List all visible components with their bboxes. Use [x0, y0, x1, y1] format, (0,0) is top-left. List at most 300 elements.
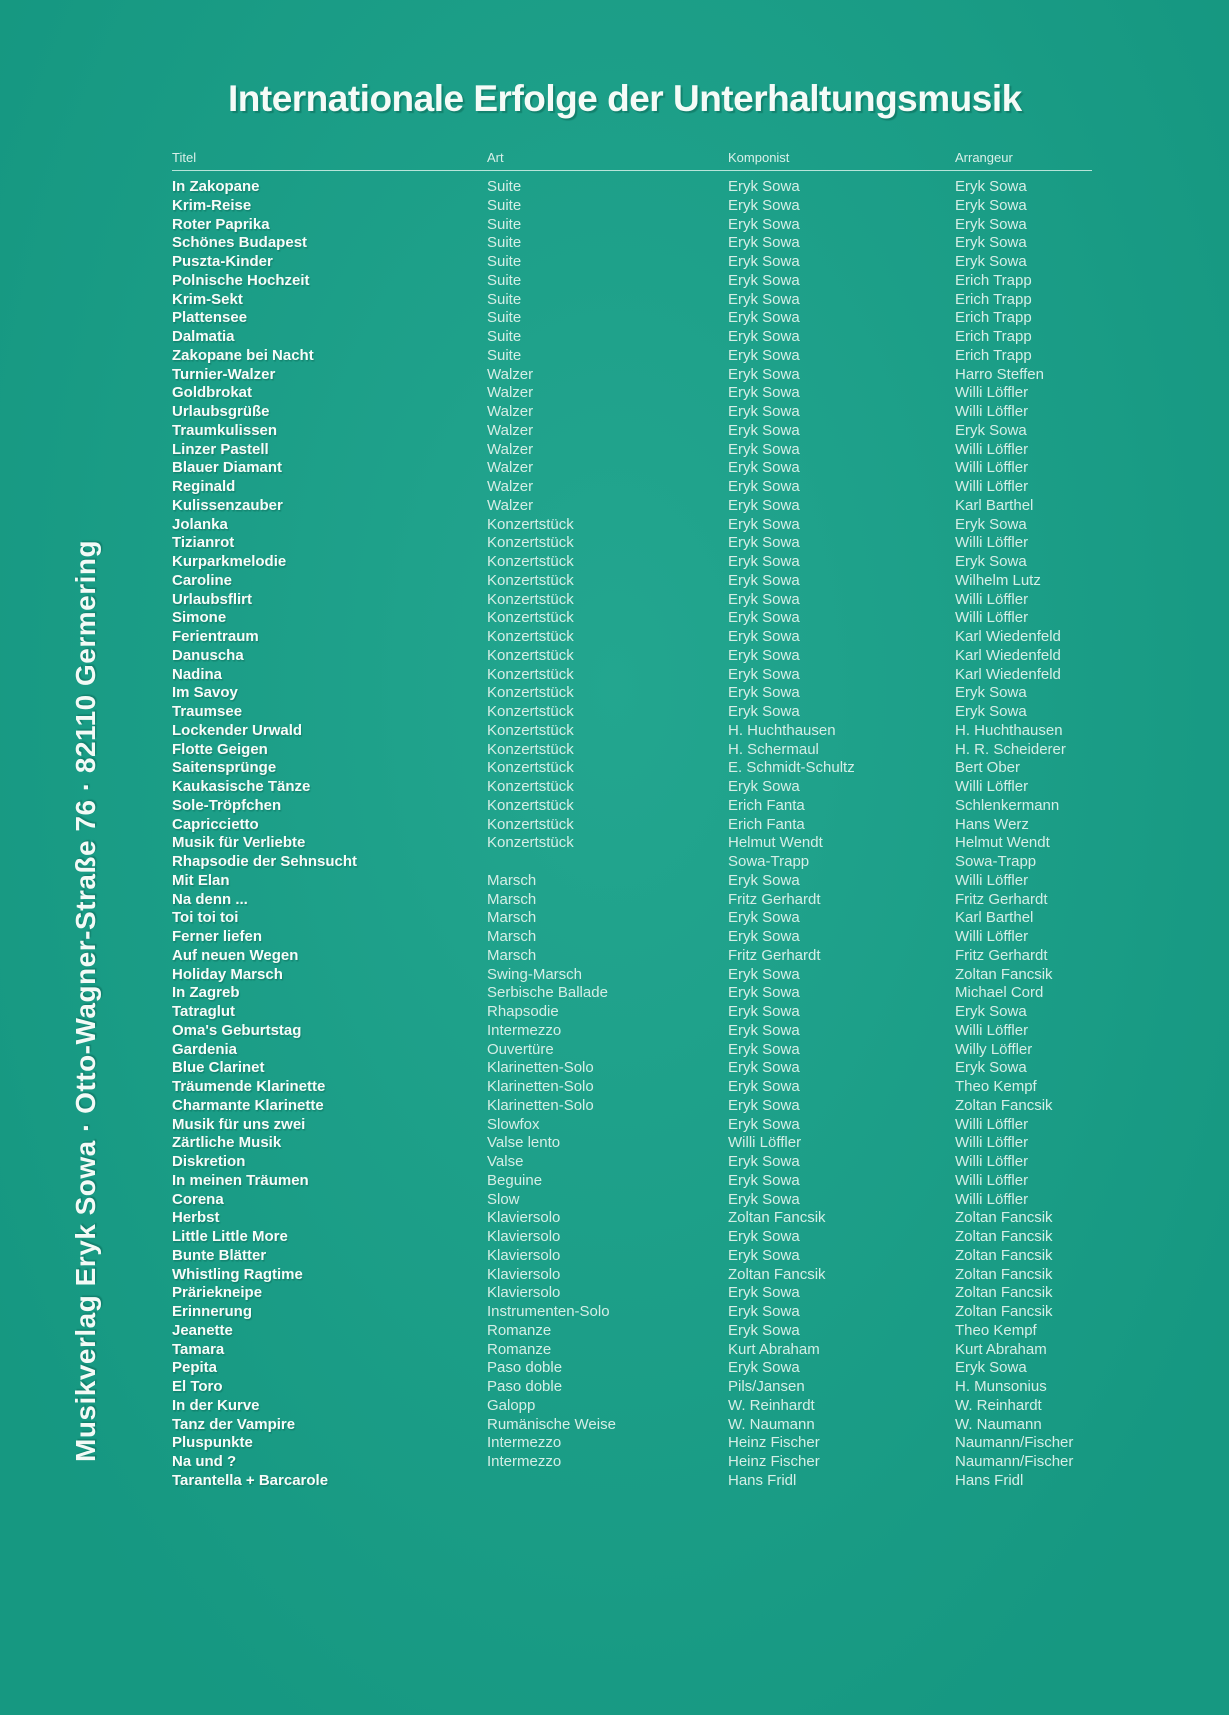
- arrangeur-cell: W. Reinhardt: [955, 1396, 1042, 1414]
- titel-cell: Na und ?: [172, 1453, 237, 1470]
- komponist-cell: Willi Löffler: [728, 1134, 802, 1152]
- arrangeur-cell: Willi Löffler: [955, 403, 1029, 420]
- column-header-art: Art: [487, 150, 504, 165]
- titel-cell: In der Kurve: [172, 1396, 260, 1414]
- table-row: [172, 1116, 1142, 1135]
- titel-cell: Goldbrokat: [172, 384, 253, 402]
- arrangeur-cell: Karl Wiedenfeld: [955, 646, 1061, 664]
- titel-cell: Plattensee: [172, 309, 248, 327]
- table-row: [172, 1322, 1142, 1341]
- table-body: [172, 178, 1142, 1491]
- komponist-cell: H. Schermaul: [728, 740, 819, 758]
- arrangeur-cell: Erich Trapp: [955, 346, 1032, 364]
- komponist-cell: Eryk Sowa: [728, 1303, 800, 1320]
- titel-cell: Linzer Pastell: [172, 440, 269, 458]
- arrangeur-cell: Zoltan Fancsik: [955, 965, 1053, 983]
- table-row: [172, 459, 1142, 478]
- titel-cell: Diskretion: [172, 1153, 246, 1170]
- arrangeur-cell: Eryk Sowa: [955, 196, 1027, 214]
- komponist-cell: Eryk Sowa: [728, 646, 800, 664]
- table-row: [172, 1078, 1142, 1097]
- art-cell: Klaviersolo: [487, 1228, 561, 1245]
- art-cell: Suite: [487, 328, 522, 345]
- titel-cell: Ferientraum: [172, 628, 259, 645]
- titel-cell: Dalmatia: [172, 328, 235, 345]
- table-row: [172, 403, 1142, 422]
- arrangeur-cell: Karl Barthel: [955, 909, 1034, 927]
- art-cell: Walzer: [487, 403, 534, 420]
- art-cell: Marsch: [487, 871, 537, 889]
- komponist-cell: Eryk Sowa: [728, 328, 800, 345]
- komponist-cell: Eryk Sowa: [728, 928, 800, 945]
- arrangeur-cell: Willi Löffler: [955, 1021, 1029, 1039]
- komponist-cell: Eryk Sowa: [728, 684, 800, 702]
- art-cell: Konzertstück: [487, 534, 574, 552]
- komponist-cell: Eryk Sowa: [728, 253, 800, 270]
- works-table: [172, 148, 1142, 1491]
- table-row: [172, 722, 1142, 741]
- titel-cell: Tizianrot: [172, 534, 235, 552]
- art-cell: Walzer: [487, 384, 534, 402]
- table-row: [172, 422, 1142, 441]
- komponist-cell: Sowa-Trapp: [728, 853, 810, 870]
- table-row: [172, 441, 1142, 460]
- art-cell: Konzertstück: [487, 703, 574, 720]
- table-row: [172, 1097, 1142, 1116]
- table-row: [172, 328, 1142, 347]
- publisher-address-vertical: Musikverlag Eryk Sowa · Otto-Wagner-Straße 76 · 82110 Germering: [70, 539, 101, 1462]
- titel-cell: In meinen Träumen: [172, 1171, 309, 1189]
- komponist-cell: Eryk Sowa: [728, 421, 800, 439]
- komponist-cell: Zoltan Fancsik: [728, 1265, 826, 1283]
- titel-cell: Blauer Diamant: [172, 459, 283, 477]
- art-cell: Konzertstück: [487, 796, 574, 814]
- art-cell: Konzertstück: [487, 646, 574, 664]
- titel-cell: Blue Clarinet: [172, 1059, 265, 1077]
- table-row: [172, 1472, 1142, 1491]
- titel-cell: Traumsee: [172, 703, 243, 720]
- titel-cell: Nadina: [172, 665, 223, 683]
- titel-cell: Tamara: [172, 1340, 225, 1358]
- table-row: [172, 272, 1142, 291]
- arrangeur-cell: Eryk Sowa: [955, 684, 1027, 702]
- komponist-cell: Heinz Fischer: [728, 1434, 820, 1452]
- komponist-cell: Eryk Sowa: [728, 871, 800, 889]
- art-cell: Swing-Marsch: [487, 965, 583, 983]
- titel-cell: Jeanette: [172, 1321, 233, 1339]
- komponist-cell: Eryk Sowa: [728, 178, 800, 195]
- arrangeur-cell: Willi Löffler: [955, 384, 1029, 402]
- art-cell: Slow: [487, 1190, 520, 1208]
- titel-cell: Tanz der Vampire: [172, 1415, 296, 1433]
- titel-cell: Caroline: [172, 571, 233, 589]
- arrangeur-cell: Harro Steffen: [955, 365, 1044, 383]
- komponist-cell: Eryk Sowa: [728, 1040, 800, 1058]
- table-row: [172, 609, 1142, 628]
- table-row: [172, 253, 1142, 272]
- art-cell: Intermezzo: [487, 1434, 562, 1452]
- titel-cell: Charmante Klarinette: [172, 1096, 324, 1114]
- komponist-cell: Helmut Wendt: [728, 834, 823, 852]
- titel-cell: Krim-Reise: [172, 196, 252, 214]
- table-row: [172, 366, 1142, 385]
- page-title: Internationale Erfolge der Unterhaltungsmusik: [228, 78, 1022, 119]
- table-row: [172, 1378, 1142, 1397]
- art-cell: Konzertstück: [487, 778, 574, 795]
- arrangeur-cell: Eryk Sowa: [955, 253, 1027, 270]
- table-row: [172, 1003, 1142, 1022]
- table-row: [172, 1453, 1142, 1472]
- titel-cell: Toi toi toi: [172, 909, 239, 927]
- komponist-cell: Eryk Sowa: [728, 1321, 800, 1339]
- arrangeur-cell: Eryk Sowa: [955, 515, 1027, 533]
- komponist-cell: Eryk Sowa: [728, 459, 800, 477]
- arrangeur-cell: Zoltan Fancsik: [955, 1228, 1053, 1245]
- komponist-cell: Eryk Sowa: [728, 1078, 800, 1095]
- table-row: [172, 572, 1142, 591]
- table-row: [172, 816, 1142, 835]
- titel-cell: Rhapsodie der Sehnsucht: [172, 853, 358, 870]
- arrangeur-cell: Erich Trapp: [955, 271, 1032, 289]
- arrangeur-cell: Eryk Sowa: [955, 234, 1027, 252]
- art-cell: Paso doble: [487, 1378, 563, 1395]
- art-cell: Konzertstück: [487, 665, 574, 683]
- titel-cell: Na denn ...: [172, 890, 248, 908]
- art-cell: Intermezzo: [487, 1453, 562, 1470]
- titel-cell: Krim-Sekt: [172, 290, 243, 308]
- table-row: [172, 309, 1142, 328]
- table-row: [172, 178, 1142, 197]
- art-cell: Rhapsodie: [487, 1003, 559, 1020]
- titel-cell: Im Savoy: [172, 684, 238, 702]
- table-row: [172, 1153, 1142, 1172]
- table-row: [172, 778, 1142, 797]
- arrangeur-cell: Eryk Sowa: [955, 1003, 1027, 1020]
- table-row: [172, 1284, 1142, 1303]
- titel-cell: Simone: [172, 609, 227, 627]
- titel-cell: Pluspunkte: [172, 1434, 253, 1452]
- column-header-komponist: Komponist: [728, 150, 790, 165]
- arrangeur-cell: Fritz Gerhardt: [955, 890, 1048, 908]
- titel-cell: In Zakopane: [172, 178, 260, 195]
- titel-cell: Capriccietto: [172, 815, 259, 833]
- table-row: [172, 853, 1142, 872]
- table-row: [172, 1341, 1142, 1360]
- art-cell: Konzertstück: [487, 815, 574, 833]
- titel-cell: Ferner liefen: [172, 928, 263, 945]
- table-row: [172, 1359, 1142, 1378]
- titel-cell: Mit Elan: [172, 871, 230, 889]
- table-row: [172, 1397, 1142, 1416]
- arrangeur-cell: Eryk Sowa: [955, 215, 1027, 233]
- table-row: [172, 984, 1142, 1003]
- table-row: [172, 291, 1142, 310]
- komponist-cell: Eryk Sowa: [728, 590, 800, 608]
- table-row: [172, 684, 1142, 703]
- table-row: [172, 1228, 1142, 1247]
- titel-cell: Lockender Urwald: [172, 721, 303, 739]
- table-row: [172, 553, 1142, 572]
- table-row: [172, 909, 1142, 928]
- art-cell: Romanze: [487, 1340, 552, 1358]
- arrangeur-cell: Willi Löffler: [955, 534, 1029, 552]
- art-cell: Klaviersolo: [487, 1246, 561, 1264]
- header-divider: [172, 170, 1092, 171]
- art-cell: Konzertstück: [487, 834, 574, 852]
- komponist-cell: Eryk Sowa: [728, 290, 800, 308]
- art-cell: Walzer: [487, 496, 534, 514]
- arrangeur-cell: Zoltan Fancsik: [955, 1265, 1053, 1283]
- titel-cell: Zakopane bei Nacht: [172, 346, 314, 364]
- art-cell: Suite: [487, 196, 522, 214]
- titel-cell: Flotte Geigen: [172, 740, 268, 758]
- titel-cell: Little Little More: [172, 1228, 288, 1245]
- arrangeur-cell: Erich Trapp: [955, 328, 1032, 345]
- komponist-cell: Eryk Sowa: [728, 1153, 800, 1170]
- komponist-cell: Eryk Sowa: [728, 234, 800, 252]
- komponist-cell: Eryk Sowa: [728, 778, 800, 795]
- titel-cell: Turnier-Walzer: [172, 365, 276, 383]
- arrangeur-cell: Hans Werz: [955, 815, 1029, 833]
- komponist-cell: Eryk Sowa: [728, 403, 800, 420]
- arrangeur-cell: Willi Löffler: [955, 459, 1029, 477]
- titel-cell: Musik für uns zwei: [172, 1115, 306, 1133]
- art-cell: Konzertstück: [487, 609, 574, 627]
- art-cell: Suite: [487, 234, 522, 252]
- komponist-cell: Pils/Jansen: [728, 1378, 805, 1395]
- komponist-cell: Eryk Sowa: [728, 496, 800, 514]
- table-row: [172, 216, 1142, 235]
- arrangeur-cell: Willi Löffler: [955, 778, 1029, 795]
- art-cell: Valse: [487, 1153, 524, 1170]
- komponist-cell: Eryk Sowa: [728, 571, 800, 589]
- table-row: [172, 703, 1142, 722]
- komponist-cell: Eryk Sowa: [728, 965, 800, 983]
- table-row: [172, 347, 1142, 366]
- komponist-cell: Eryk Sowa: [728, 1115, 800, 1133]
- titel-cell: Holiday Marsch: [172, 965, 283, 983]
- art-cell: Konzertstück: [487, 721, 574, 739]
- komponist-cell: W. Naumann: [728, 1415, 815, 1433]
- arrangeur-cell: Schlenkermann: [955, 796, 1060, 814]
- table-row: [172, 628, 1142, 647]
- arrangeur-cell: Willi Löffler: [955, 1190, 1029, 1208]
- titel-cell: Urlaubsflirt: [172, 590, 253, 608]
- art-cell: Marsch: [487, 890, 537, 908]
- art-cell: Marsch: [487, 946, 537, 964]
- table-row: [172, 1266, 1142, 1285]
- arrangeur-cell: Eryk Sowa: [955, 421, 1027, 439]
- komponist-cell: Eryk Sowa: [728, 515, 800, 533]
- arrangeur-cell: H. R. Scheiderer: [955, 740, 1066, 758]
- komponist-cell: Kurt Abraham: [728, 1340, 820, 1358]
- art-cell: Suite: [487, 290, 522, 308]
- arrangeur-cell: Naumann/Fischer: [955, 1453, 1074, 1470]
- komponist-cell: Eryk Sowa: [728, 909, 800, 927]
- titel-cell: Tatraglut: [172, 1003, 236, 1020]
- art-cell: Valse lento: [487, 1134, 561, 1152]
- art-cell: Suite: [487, 178, 522, 195]
- komponist-cell: Eryk Sowa: [728, 1003, 800, 1020]
- art-cell: Klarinetten-Solo: [487, 1078, 594, 1095]
- art-cell: Walzer: [487, 365, 534, 383]
- art-cell: Slowfox: [487, 1115, 540, 1133]
- arrangeur-cell: Eryk Sowa: [955, 178, 1027, 195]
- table-row: [172, 534, 1142, 553]
- titel-cell: Zärtliche Musik: [172, 1134, 282, 1152]
- art-cell: Marsch: [487, 928, 537, 945]
- table-row: [172, 797, 1142, 816]
- art-cell: Konzertstück: [487, 628, 574, 645]
- komponist-cell: Eryk Sowa: [728, 365, 800, 383]
- table-row: [172, 197, 1142, 216]
- art-cell: Galopp: [487, 1396, 536, 1414]
- table-row: [172, 1022, 1142, 1041]
- arrangeur-cell: H. Huchthausen: [955, 721, 1063, 739]
- arrangeur-cell: Sowa-Trapp: [955, 853, 1037, 870]
- art-cell: Paso doble: [487, 1359, 563, 1377]
- art-cell: Suite: [487, 215, 522, 233]
- arrangeur-cell: Kurt Abraham: [955, 1340, 1047, 1358]
- art-cell: Konzertstück: [487, 740, 574, 758]
- komponist-cell: Eryk Sowa: [728, 553, 800, 570]
- arrangeur-cell: Willi Löffler: [955, 590, 1029, 608]
- arrangeur-cell: Hans Fridl: [955, 1471, 1024, 1489]
- titel-cell: El Toro: [172, 1378, 223, 1395]
- table-row: [172, 834, 1142, 853]
- column-header-arrangeur: Arrangeur: [955, 150, 1013, 165]
- titel-cell: Traumkulissen: [172, 421, 278, 439]
- table-row: [172, 1247, 1142, 1266]
- titel-cell: Auf neuen Wegen: [172, 946, 299, 964]
- table-row: [172, 928, 1142, 947]
- titel-cell: Kaukasische Tänze: [172, 778, 311, 795]
- arrangeur-cell: Eryk Sowa: [955, 1359, 1027, 1377]
- arrangeur-cell: Fritz Gerhardt: [955, 946, 1048, 964]
- art-cell: Walzer: [487, 421, 534, 439]
- table-row: [172, 947, 1142, 966]
- titel-cell: Musik für Verliebte: [172, 834, 306, 852]
- table-row: [172, 1416, 1142, 1435]
- table-row: [172, 591, 1142, 610]
- titel-cell: Puszta-Kinder: [172, 253, 273, 270]
- table-header-row: [172, 148, 1142, 168]
- arrangeur-cell: Willi Löffler: [955, 609, 1029, 627]
- titel-cell: Träumende Klarinette: [172, 1078, 326, 1095]
- titel-cell: Gardenia: [172, 1040, 238, 1058]
- komponist-cell: W. Reinhardt: [728, 1396, 815, 1414]
- art-cell: Instrumenten-Solo: [487, 1303, 610, 1320]
- titel-cell: In Zagreb: [172, 984, 240, 1002]
- titel-cell: Urlaubsgrüße: [172, 403, 270, 420]
- art-cell: Ouvertüre: [487, 1040, 554, 1058]
- komponist-cell: Eryk Sowa: [728, 628, 800, 645]
- arrangeur-cell: Willi Löffler: [955, 1134, 1029, 1152]
- table-row: [172, 1209, 1142, 1228]
- arrangeur-cell: W. Naumann: [955, 1415, 1042, 1433]
- table-row: [172, 1059, 1142, 1078]
- komponist-cell: E. Schmidt-Schultz: [728, 759, 855, 777]
- komponist-cell: Eryk Sowa: [728, 1171, 800, 1189]
- arrangeur-cell: Willy Löffler: [955, 1040, 1033, 1058]
- titel-cell: Sole-Tröpfchen: [172, 796, 282, 814]
- komponist-cell: Zoltan Fancsik: [728, 1209, 826, 1227]
- art-cell: Serbische Ballade: [487, 984, 608, 1002]
- arrangeur-cell: Naumann/Fischer: [955, 1434, 1074, 1452]
- titel-cell: Polnische Hochzeit: [172, 271, 310, 289]
- titel-cell: Kurparkmelodie: [172, 553, 287, 570]
- arrangeur-cell: Eryk Sowa: [955, 553, 1027, 570]
- table-row: [172, 741, 1142, 760]
- arrangeur-cell: Erich Trapp: [955, 309, 1032, 327]
- arrangeur-cell: Helmut Wendt: [955, 834, 1050, 852]
- komponist-cell: Fritz Gerhardt: [728, 890, 821, 908]
- titel-cell: Kulissenzauber: [172, 496, 283, 514]
- art-cell: Konzertstück: [487, 759, 574, 777]
- titel-cell: Reginald: [172, 478, 236, 495]
- art-cell: Klarinetten-Solo: [487, 1096, 594, 1114]
- komponist-cell: Eryk Sowa: [728, 1359, 800, 1377]
- komponist-cell: Eryk Sowa: [728, 534, 800, 552]
- titel-cell: Bunte Blätter: [172, 1246, 267, 1264]
- table-row: [172, 1434, 1142, 1453]
- arrangeur-cell: Zoltan Fancsik: [955, 1209, 1053, 1227]
- art-cell: Konzertstück: [487, 590, 574, 608]
- arrangeur-cell: H. Munsonius: [955, 1378, 1047, 1395]
- arrangeur-cell: Erich Trapp: [955, 290, 1032, 308]
- titel-cell: Tarantella + Barcarole: [172, 1471, 329, 1489]
- art-cell: Suite: [487, 309, 522, 327]
- titel-cell: Danuscha: [172, 646, 244, 664]
- komponist-cell: Eryk Sowa: [728, 271, 800, 289]
- art-cell: Konzertstück: [487, 684, 574, 702]
- komponist-cell: Eryk Sowa: [728, 665, 800, 683]
- komponist-cell: Eryk Sowa: [728, 1228, 800, 1245]
- arrangeur-cell: Zoltan Fancsik: [955, 1284, 1053, 1302]
- table-row: [172, 478, 1142, 497]
- art-cell: Walzer: [487, 478, 534, 495]
- komponist-cell: Hans Fridl: [728, 1471, 797, 1489]
- arrangeur-cell: Willi Löffler: [955, 871, 1029, 889]
- komponist-cell: Eryk Sowa: [728, 703, 800, 720]
- komponist-cell: Eryk Sowa: [728, 384, 800, 402]
- table-row: [172, 234, 1142, 253]
- komponist-cell: Erich Fanta: [728, 815, 805, 833]
- komponist-cell: Eryk Sowa: [728, 478, 800, 495]
- titel-cell: Oma's Geburtstag: [172, 1021, 302, 1039]
- titel-cell: Jolanka: [172, 515, 228, 533]
- arrangeur-cell: Willi Löffler: [955, 1115, 1029, 1133]
- art-cell: Suite: [487, 346, 522, 364]
- table-row: [172, 1041, 1142, 1060]
- arrangeur-cell: Willi Löffler: [955, 928, 1029, 945]
- titel-cell: Herbst: [172, 1209, 220, 1227]
- arrangeur-cell: Zoltan Fancsik: [955, 1246, 1053, 1264]
- art-cell: Klarinetten-Solo: [487, 1059, 594, 1077]
- arrangeur-cell: Willi Löffler: [955, 1171, 1029, 1189]
- arrangeur-cell: Karl Wiedenfeld: [955, 665, 1061, 683]
- art-cell: Klaviersolo: [487, 1284, 561, 1302]
- table-row: [172, 384, 1142, 403]
- komponist-cell: Fritz Gerhardt: [728, 946, 821, 964]
- komponist-cell: Eryk Sowa: [728, 196, 800, 214]
- art-cell: Klaviersolo: [487, 1265, 561, 1283]
- titel-cell: Roter Paprika: [172, 215, 270, 233]
- komponist-cell: Eryk Sowa: [728, 1246, 800, 1264]
- arrangeur-cell: Willi Löffler: [955, 440, 1029, 458]
- komponist-cell: Eryk Sowa: [728, 309, 800, 327]
- table-row: [172, 1134, 1142, 1153]
